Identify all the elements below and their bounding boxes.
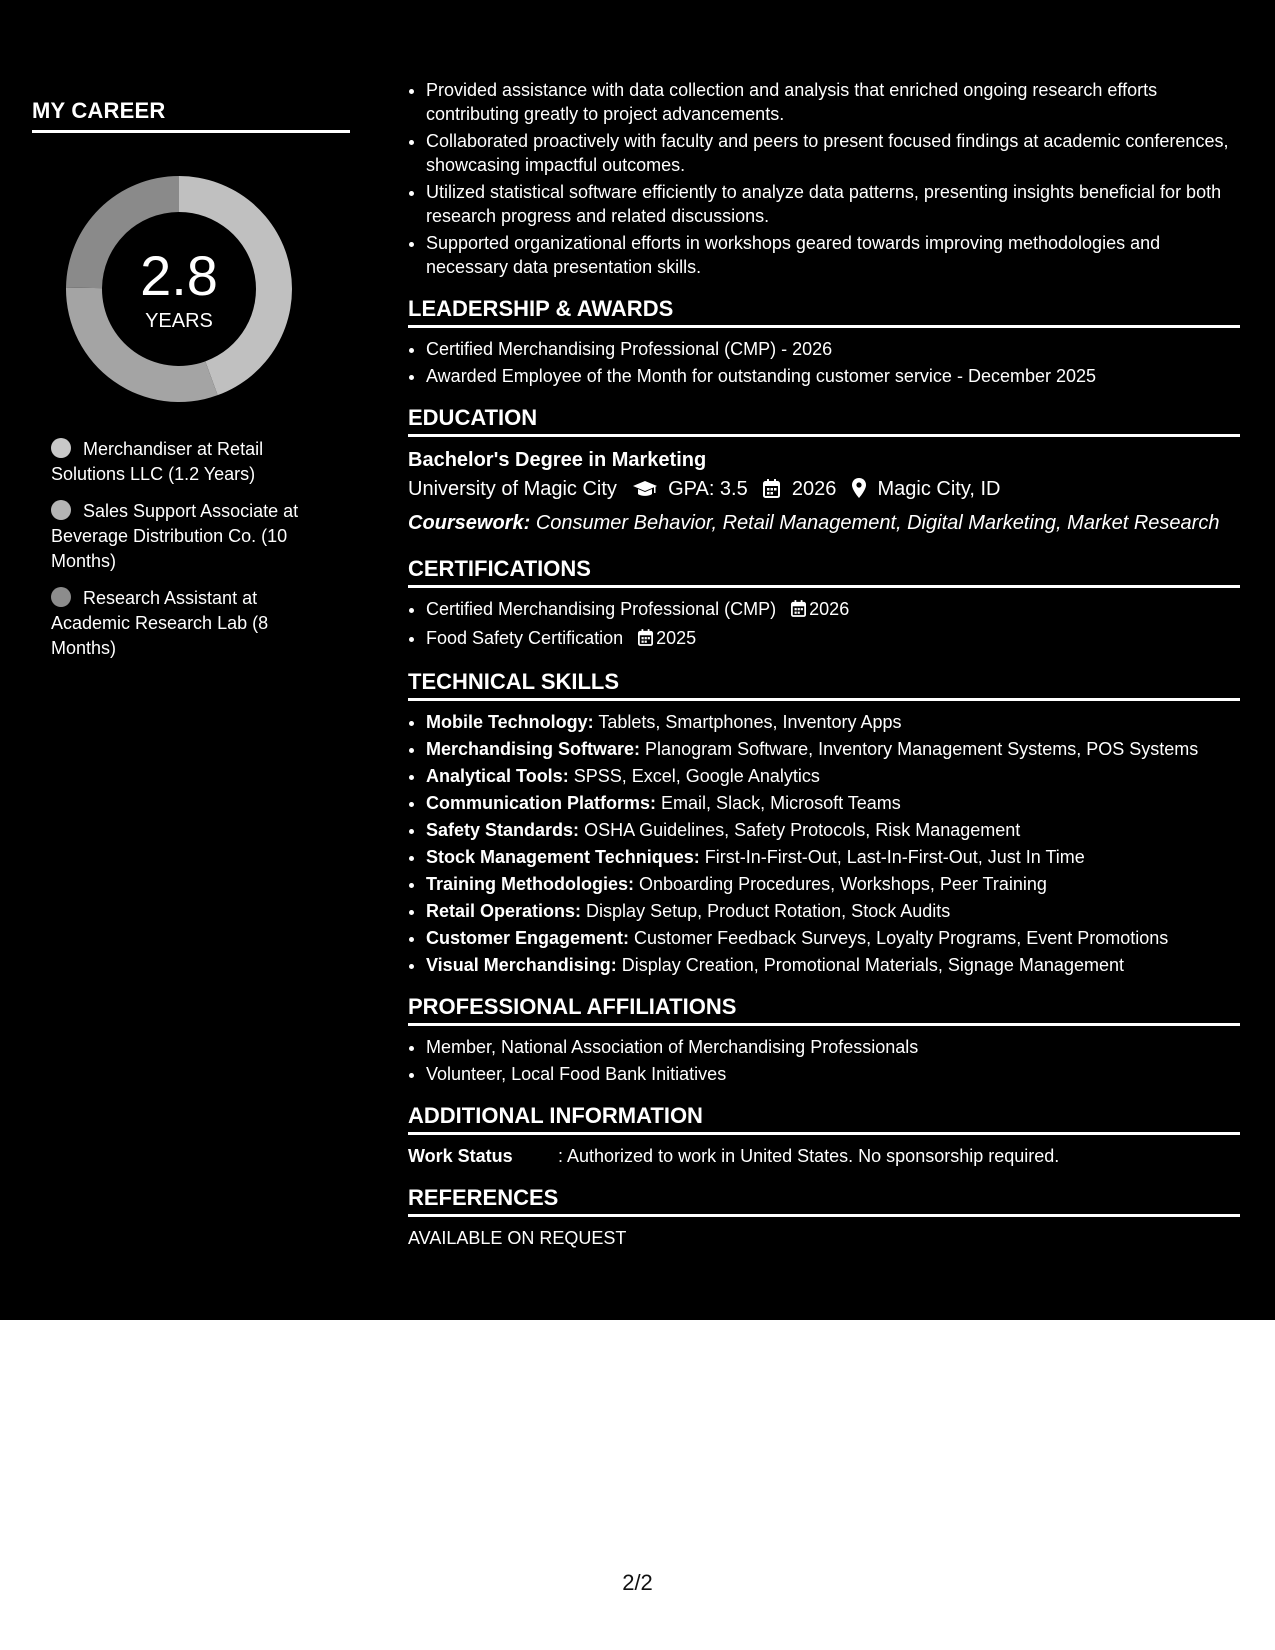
skill-item [426,953,1240,977]
skill-label: Mobile Technology: [426,712,594,732]
location-pin-icon [852,477,866,507]
certifications-list [408,597,1240,652]
calendar-icon [638,628,653,652]
skills-heading: TECHNICAL SKILLS [408,669,1240,701]
page-number: 2/2 [622,1570,653,1595]
career-item-text: Sales Support Associate at Beverage Distribution Co. (10 Months) [51,501,299,571]
sidebar [0,0,380,1320]
skill-item [426,926,1240,950]
leadership-heading: LEADERSHIP & AWARDS [408,296,1240,328]
skill-label: Analytical Tools: [426,766,569,786]
career-heading: MY CAREER [32,98,350,133]
skill-value: Display Setup, Product Rotation, Stock Audits [586,901,951,921]
skill-item [426,710,1240,734]
experience-bullets [408,78,1240,279]
degree-title: Bachelor's Degree in Marketing [408,449,707,471]
skill-label: Communication Platforms: [426,793,657,813]
skill-item [426,899,1240,923]
career-total-value: 2.8 [140,244,218,307]
skill-label: Training Methodologies: [426,874,634,894]
skill-item [426,791,1240,815]
references-text: AVAILABLE ON REQUEST [408,1228,627,1248]
career-donut-chart [66,176,292,402]
skill-item [426,818,1240,842]
experience-bullet: • Utilized statistical software efficiently to analyze data patterns, presenting insights beneficial for both research progress and related discussions. [426,180,1240,228]
certification-year: 2026 [809,599,850,619]
skill-value: Email, Slack, Microsoft Teams [661,793,901,813]
legend-dot-icon [51,438,71,458]
affiliation-item: • Volunteer, Local Food Bank Initiatives [426,1062,1240,1086]
degree-meta [408,474,1240,507]
coursework-list: Consumer Behavior, Retail Management, Digital Marketing, Market Research [535,512,1220,534]
legend-dot-icon [51,500,71,520]
references-heading: REFERENCES [408,1185,1240,1217]
calendar-icon [791,599,806,623]
calendar-icon [763,477,780,507]
skill-value: Onboarding Procedures, Workshops, Peer Training [639,874,1047,894]
skill-value: First-In-First-Out, Last-In-First-Out, Just In Time [704,847,1085,867]
skill-item [426,872,1240,896]
leadership-item: • Awarded Employee of the Month for outstanding customer service - December 2025 [426,364,1240,388]
skill-label: Safety Standards: [426,820,580,840]
skill-value: Display Creation, Promotional Materials, Signage Management [621,955,1124,975]
skill-item [426,737,1240,761]
career-item [51,499,321,574]
certification-year: 2025 [656,628,697,648]
experience-bullet: • Supported organizational efforts in workshops geared towards improving methodologies and necessary data presentation skills. [426,231,1240,279]
work-status-row [408,1144,1240,1168]
affiliations-heading: PROFESSIONAL AFFILIATIONS [408,994,1240,1026]
skill-label: Stock Management Techniques: [426,847,700,867]
skill-label: Visual Merchandising: [426,955,617,975]
main-content [408,78,1240,1250]
experience-bullet: • Provided assistance with data collection and analysis that enriched ongoing research efforts contributing greatly to project advancements. [426,78,1240,126]
legend-dot-icon [51,587,71,607]
skill-value: Planogram Software, Inventory Management Systems, POS Systems [645,739,1199,759]
affiliation-item: • Member, National Association of Merchandising Professionals [426,1035,1240,1059]
leadership-item: • Certified Merchandising Professional (CMP) - 2026 [426,337,1240,361]
certifications-heading: CERTIFICATIONS [408,556,1240,588]
certification-name: Certified Merchandising Professional (CMP) [426,599,777,619]
certification-name: Food Safety Certification [426,628,624,648]
career-list [51,437,321,673]
skill-value: OSHA Guidelines, Safety Protocols, Risk Management [584,820,1021,840]
skill-label: Merchandising Software: [426,739,641,759]
career-item-text: Research Assistant at Academic Research Lab (8 Months) [51,588,269,658]
school-name: University of Magic City [408,478,617,500]
work-status-value: : Authorized to work in United States. No sponsorship required. [558,1146,1060,1166]
work-status-label: Work Status [408,1146,513,1166]
skills-list [408,710,1240,977]
gpa: GPA: 3.5 [668,478,748,500]
skill-item [426,845,1240,869]
skill-label: Retail Operations: [426,901,582,921]
certification-item [426,626,1240,652]
skill-value: SPSS, Excel, Google Analytics [573,766,820,786]
school-location: Magic City, ID [877,478,1001,500]
experience-bullet: • Collaborated proactively with faculty and peers to present focused findings at academic conferences, showcasing impactful outcomes. [426,129,1240,177]
career-total-unit: YEARS [145,310,213,332]
affiliations-list [408,1035,1240,1086]
skill-label: Customer Engagement: [426,928,630,948]
career-item [51,437,321,487]
coursework [408,507,1240,539]
coursework-label: Coursework: [408,512,531,534]
graduation-cap-icon [633,477,657,507]
career-item [51,586,321,661]
additional-info-heading: ADDITIONAL INFORMATION [408,1103,1240,1135]
career-item-text: Merchandiser at Retail Solutions LLC (1.2 Years) [51,439,264,484]
leadership-list [408,337,1240,388]
education-heading: EDUCATION [408,405,1240,437]
graduation-year: 2026 [791,478,837,500]
skill-item [426,764,1240,788]
skill-value: Tablets, Smartphones, Inventory Apps [598,712,902,732]
certification-item [426,597,1240,623]
skill-value: Customer Feedback Surveys, Loyalty Programs, Event Promotions [634,928,1169,948]
